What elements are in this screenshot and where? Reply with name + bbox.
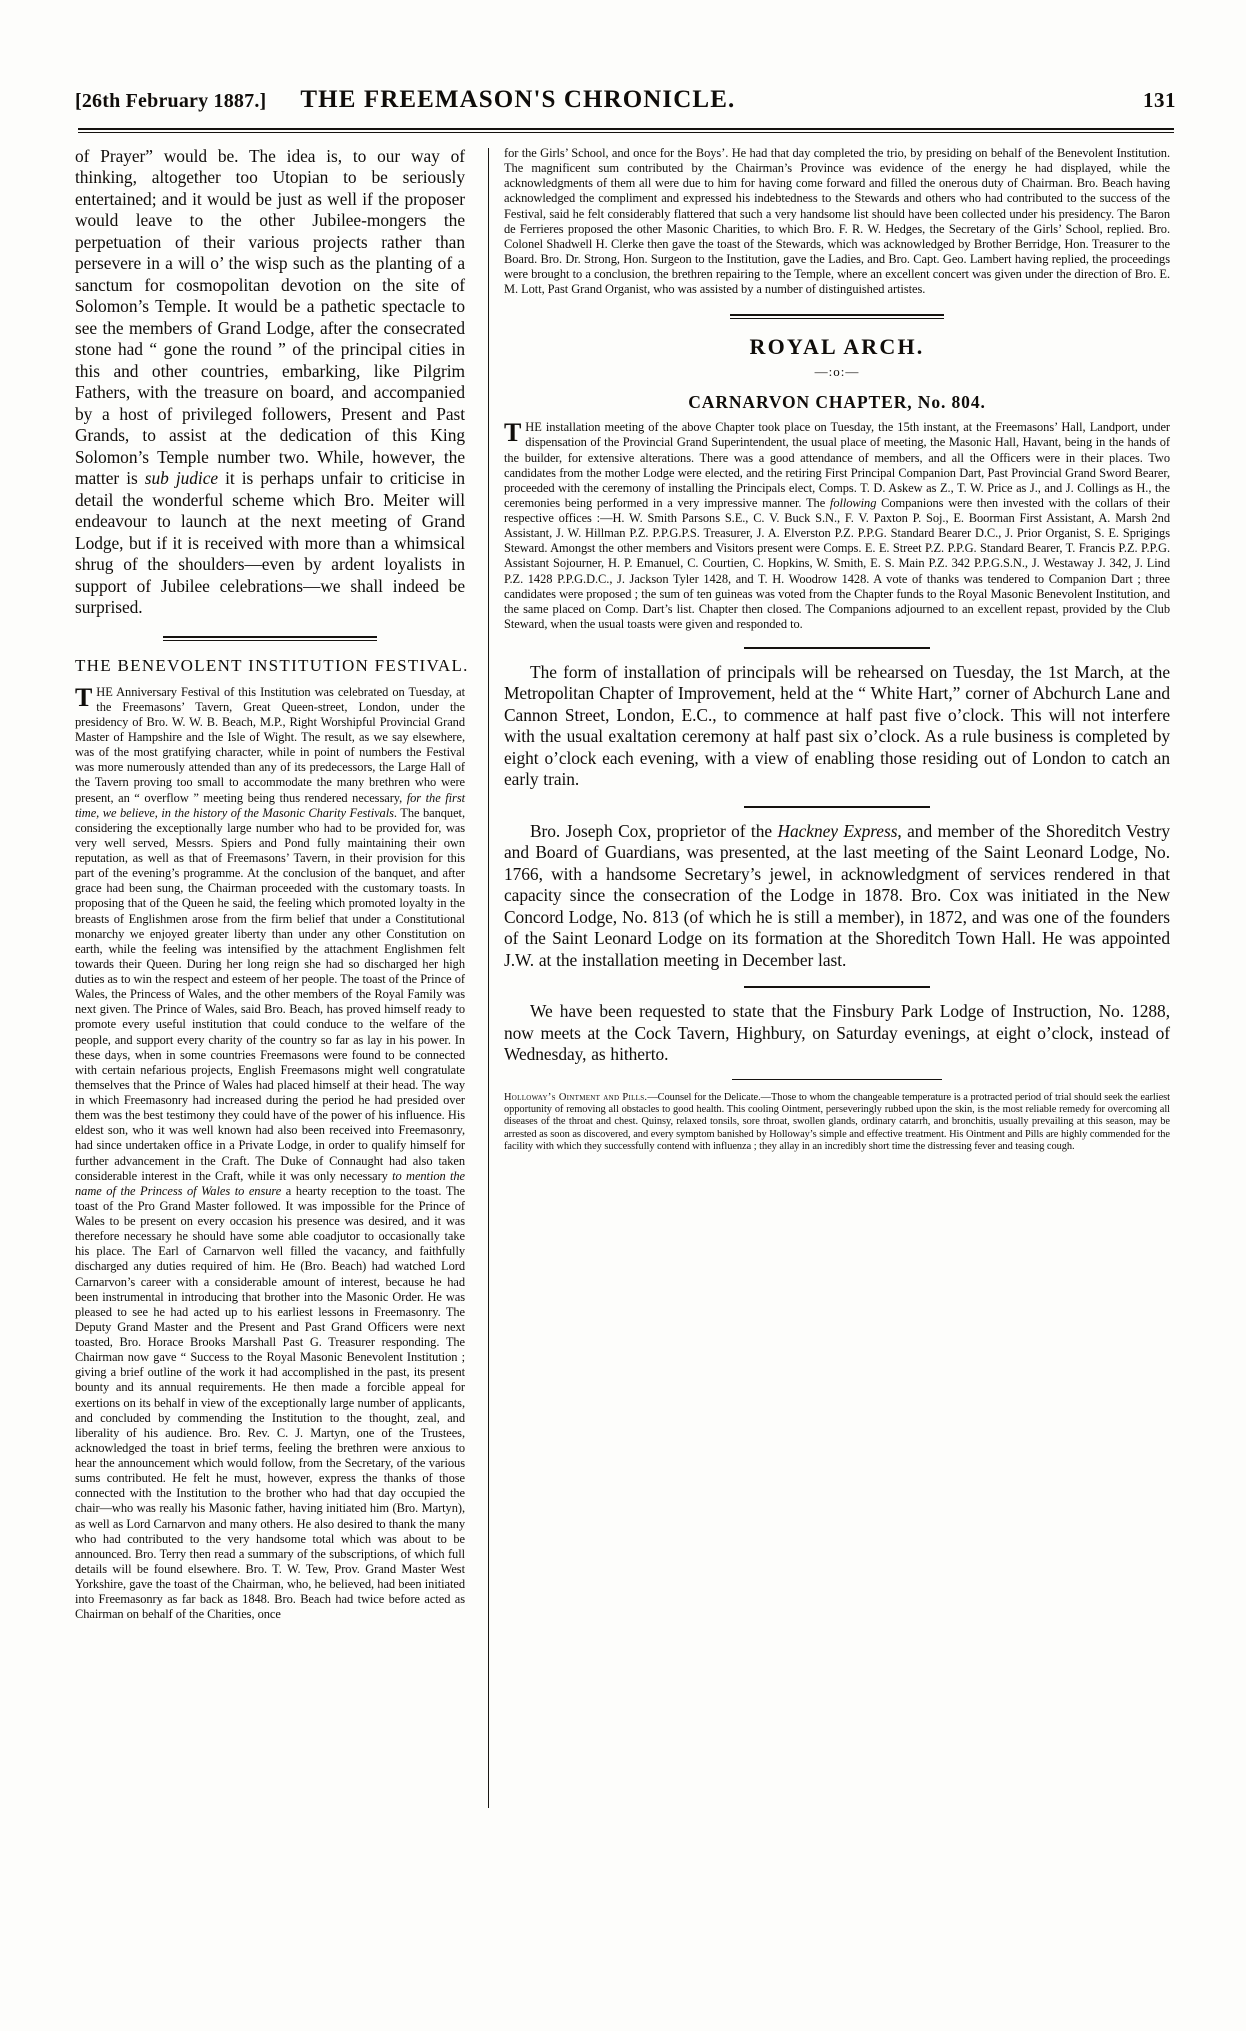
left-column [75, 146, 479, 2006]
joseph-cox-notice: Bro. Joseph Cox, proprietor of the Hackney Express, and member of the Shoreditch Vestry and Board of Guardians, was presented, at the last meeting of the Saint Leonard Lodge, No. 1766, with a handsome Secretary’s jewel, in acknowledgment of services rendered in that capacity since the consecration of the Lodge in 1878. Bro. Cox was initiated in the New Concord Lodge, No. 813 (of which he is still a member), in 1872, and was one of the founders of the Saint Leonard Lodge on its formation at the Shoreditch Town Hall. He was appointed J.W. at the installation meeting in December last. [504, 820, 1171, 970]
festival-continuation-paragraph: for the Girls’ School, and once for the Boys’. He had that day completed the trio, by presiding on behalf of the Benevolent Institution. The magnificent sum contributed by the Chairman’s Province was evidence of the energy he had displayed, while the acknowledgments of them all were due to him for having come forward and filled the onerous duty of Chairman. Bro. Beach having acknowledged the compliment and expressed his indebtedness to the Stewards and others who had contributed to the success of the Festival, said he felt considerably flattered that such a very handsome list should have been collected under his presidency. The Baron de Ferrieres proposed the other Masonic Charities, to which Bro. F. R. W. Hedges, the Secretary of the Girls’ School, replied. Bro. Colonel Shadwell H. Clerke then gave the toast of the Stewards, which was acknowledged by Brother Berridge, Hon. Treasurer to the Board. Bro. Dr. Strong, Hon. Surgeon to the Institution, gave the Ladies, and Bro. Capt. Geo. Lambert having replied, the proceedings were brought to a conclusion, the brethren repairing to the Temple, where an excellent concert was given under the direction of Bro. E. M. Lott, Past Grand Organist, who was assisted by a number of distinguished artistes. [504, 146, 1170, 297]
publication-title: THE FREEMASON'S CHRONICLE. [300, 86, 736, 113]
italic-phrase: Hackney Express [777, 820, 898, 841]
royal-arch-heading: ROYAL ARCH. [749, 334, 925, 360]
festival-dropcap: T [75, 682, 93, 712]
notice-divider-rule-3 [744, 986, 930, 988]
holloway-advertisement [504, 1092, 1170, 1154]
notice-divider-rule-1 [744, 647, 930, 649]
column-divider [488, 148, 489, 1808]
body-columns [75, 146, 1171, 2006]
running-head [75, 86, 1176, 120]
italic-phrase: to mention the name of the Princess of Wales to ensure [75, 1168, 465, 1198]
italic-phrase: for the first time, we believe, in the history of the Masonic Charity Festivals [75, 790, 465, 820]
notice-divider-rule-2 [744, 806, 930, 808]
italic-phrase: following [829, 495, 877, 510]
leader-continuation-paragraph: of Prayer” would be. The idea is, to our way of thinking, altogether too Utopian to be seriously entertained; and it would be just as well if the proposer would leave to the other Jubilee-mongers the perpetuation of their various projects rather than persevere in a will o’ the wisp such as the planting of a sanctum for cosmopolitan devotion on the site of Solomon’s Temple. It would be a pathetic spectacle to see the members of Grand Lodge, after the consecrated stone had “ gone the round ” of the principal cities in this and other countries, embarking, like Pilgrim Fathers, with the treasure on board, and accompanied by a host of privileged followers, Present and Past Grands, to assist at the dedication of this King Solomon’s Temple number two. While, however, the matter is sub judice it is perhaps unfair to criticise in detail the wonderful scheme which Bro. Meiter will endeavour to launch at the next meeting of Grand Lodge, but if it is received with more than a whimsical shrug of the shoulders—even by ardent loyalists in support of Jubilee celebrations—we shall indeed be surprised. [75, 146, 465, 618]
holloway-advert-body: —Counsel for the Delicate.—Those to whom the changeable temperature is a protracted period of trial should seek the earliest opportunity of removing all obstacles to good health. This cooling Ointment, perseveringly rubbed upon the skin, is the most reliable remedy for overcoming all diseases of the throat and chest. Quinsy, relaxed tonsils, sore throat, swollen glands, ordinary catarrh, and bronchitis, usually prevailing at this season, may be arrested as soon as discovered, and every symptom banished by Holloway’s simple and effective treatment. His Ointment and Pills are highly commended for the facility with which they successfully contend with influenza ; they allay in an incredibly short time the distressing fever and teasing cough. [504, 1091, 1170, 1153]
festival-report-text: HE Anniversary Festival of this Institution was celebrated on Tuesday, at the Freemasons’ Tavern, Great Queen-street, London, under the presidency of Bro. W. W. B. Beach, M.P., Right Worshipful Provincial Grand Master of Hampshire and the Isle of Wight. The result, as we say elsewhere, was of the most gratifying character, while in point of numbers the Festival was more numerously attended than any of its predecessors, the Large Hall of the Tavern proving too small to accommodate the many brethren who were present, an “ overflow ” meeting being thus rendered necessary, for the first time, we believe, in the history of the Masonic Charity Festivals. The banquet, considering the exceptionally large number who had to be provided for, was very well served, Messrs. Spiers and Pond fully maintaining their own reputation, as well as that of Freemasons’ Tavern, in their provision for this part of the evening’s programme. At the conclusion of the banquet, and after grace had been sung, the Chairman proceeded with the customary toasts. In proposing that of the Queen he said, the feeling which promoted loyalty in the breasts of Englishmen arose from the firm belief that under a Constitutional monarchy we enjoyed greater liberty than under any other Constitution on earth, while the feeling was intensified by the attachment Englishmen felt towards their Queen. During her long reign she had so discharged her high duties as to win the respect and esteem of her people. The toast of the Prince of Wales, the Princess of Wales, and the other members of the Royal Family was next given. The Prince of Wales, said Bro. Beach, has proved himself ready to promote every useful institution that could conduce to the welfare of the people, and support every charity of the country so far as lay in his power. In these days, when in some countries Freemasons were found to be connected with certain nefarious projects, English Freemasons might well congratulate themselves that the Prince of Wales had placed himself at their head. The way in which Freemasonry had increased during the period he had presided over them was the best testimony they could have of the power of his influence. His eldest son, who it was well known had also been received into Freemasonry, had since undertaken office in a Private Lodge, in order to qualify himself for further advancement in the Craft. The Duke of Connaught had also taken considerable interest in the Craft, while it was only necessary to mention the name of the Princess of Wales to ensure a hearty reception to the toast. The toast of the Pro Grand Master followed. It was impossible for the Prince of Wales to be present on every occasion his presence was desired, and it was therefore necessary he should have some able coadjutor to occasionally take his place. The Earl of Carnarvon well filled the vacancy, and faithfully discharged any duties required of him. He (Bro. Beach) had watched Lord Carnarvon’s career with a considerable amount of interest, because he had been instrumental in introducing that brother into the Masonic Order. He was pleased to see he had acted up to his earliest lessons in Freemasonry. The Deputy Grand Master and the Present and Past Grand Officers were next toasted, Bro. Horace Brooks Marshall Past G. Treasurer responding. The Chairman now gave “ Success to the Royal Masonic Benevolent Institution ; giving a brief outline of the work it had accomplished in the past, its present bounty and its annual requirements. He then made a forcible appeal for exertions on its behalf in view of the exceptionally large number of applicants, and concluded by commending the Institution to the thought, zeal, and liberality of his audience. Bro. Rev. C. J. Martyn, one of the Trustees, acknowledged the toast in brief terms, feeling the brethren were anxious to hear the announcement which would follow, from the Secretary, of the various sums contributed. He felt he must, however, express the thanks of those connected with the Institution to the brother who had that day occupied the chair—who was really his Masonic father, having initiated him (Bro. Martyn), as well as Lord Carnarvon and many others. He also desired to thank the many who had contributed to the very handsome total which was about to be announced. Bro. Terry then read a summary of the subscriptions, of which full details will be found elsewhere. Bro. T. W. Tew, Prov. Grand Master West Yorkshire, gave the toast of the Chairman, who, he believed, had been initiated into Freemasonry as far back as 1848. Bro. Beach had twice before acted as Chairman on behalf of the Charities, once [75, 684, 465, 1622]
page-number: 131 [1143, 88, 1176, 112]
colon-ornament: —:o:— [814, 364, 860, 380]
italic-phrase: sub judice [144, 468, 219, 489]
finsbury-park-notice: We have been requested to state that the Finsbury Park Lodge of Instruction, No. 1288, now meets at the Cock Tavern, Highbury, on Saturday evenings, at eight o’clock, instead of Wednesday, as hitherto. [504, 1001, 1170, 1065]
carnarvon-chapter-heading: CARNARVON CHAPTER, No. 804. [688, 392, 986, 413]
header-divider-rule [78, 128, 1174, 134]
royal-arch-divider-rule [730, 314, 944, 319]
section-divider-rule [163, 636, 377, 641]
carnarvon-chapter-text: HE installation meeting of the above Chapter took place on Tuesday, the 15th instant, at the Freemasons’ Hall, Landport, under dispensation of the Provincial Grand Superintendent, the usual place of meeting, the Masonic Hall, Havant, being in the hands of the builder, for extensive alterations. There was a good attendance of members, and all the Officers were in their places. Two candidates from the mother Lodge were elected, and the retiring First Principal Companion Dart, Past Provincial Grand Sword Bearer, proceeded with the ceremony of installing the Principals elect, Comps. T. D. Askew as Z., T. W. Price as J., and J. Collings as H., the ceremonies being performed in a very impressive manner. The following Companions were then invested with the collars of their respective offices :—H. W. Smith Parsons S.E., C. V. Buck S.N., F. V. Paxton P. Soj., E. Boorman First Assistant, A. Marsh 2nd Assistant, J. W. Hillman P.Z. P.P.G.P.S. Treasurer, J. A. Elverston P.Z. P.P.G. Standard Bearer D.C., J. Prior Organist, S. E. Sprigings Steward. Amongst the other members and Visitors present were Comps. E. E. Street P.Z. P.P.G. Standard Bearer, T. Francis P.Z. P.P.G. Assistant Sojourner, H. P. Emanuel, C. Courtien, C. Hopkins, W. Smith, E. S. Main P.Z. 342 P.P.G.S.N., J. Westaway J. 342, J. Lind P.Z. 1428 P.P.G.D.C., J. Jackson Tyler 1428, and T. H. Woodrow 1428. A vote of thanks was tendered to Companion Dart ; three candidates were proposed ; the sum of ten guineas was voted from the Chapter funds to the Royal Masonic Benevolent Institution, and the same placed on Comp. Dart’s list. Chapter then closed. The Companions adjourned to an excellent repast, provided by the Club Steward, when the usual toasts were given and responded to. [504, 420, 1170, 631]
benevolent-institution-festival-heading: THE BENEVOLENT INSTITUTION FESTIVAL. [75, 655, 469, 675]
carnarvon-chapter-report [504, 420, 1170, 632]
holloway-advert-title: Holloway’s Ointment and Pills. [504, 1091, 648, 1103]
advert-divider-rule [732, 1079, 942, 1080]
installation-rehearsal-notice: The form of installation of principals will be rehearsed on Tuesday, the 1st March, at the Metropolitan Chapter of Improvement, held at the “ White Hart,” corner of Abchurch Lane and Cannon Street, London, E.C., to commence at half past five o’clock. This will not interfere with the usual exaltation ceremony at half past six o’clock. As a rule business is completed by eight o’clock each evening, with a view of enabling those residing out of London to catch an early train. [504, 662, 1170, 790]
chapter-dropcap: T [504, 418, 522, 448]
right-column [498, 146, 1170, 2006]
festival-report-paragraph [75, 682, 465, 1623]
issue-date: [26th February 1887.] [75, 90, 267, 112]
